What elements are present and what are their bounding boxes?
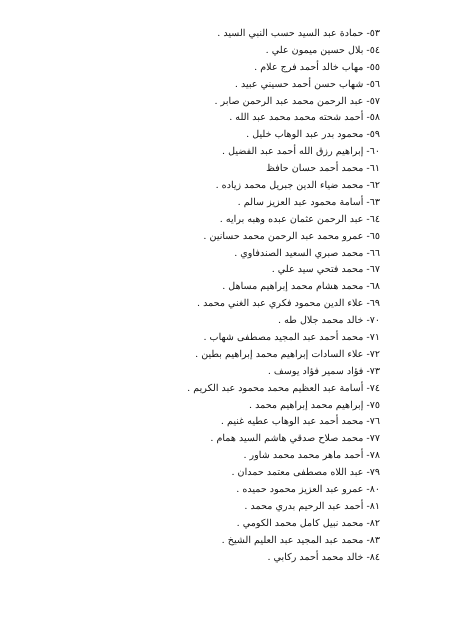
list-item: ٨٢- محمد نبيل كامل محمد الكومي .	[236, 517, 380, 529]
list-item: ٧٢- علاء السادات إبراهيم محمد إبراهيم بطين .	[195, 348, 380, 360]
list-item: ٨٤- خالد محمد أحمد ركابي .	[267, 551, 380, 563]
list-item: ٦٣- أسامة محمود عبد العزيز سالم .	[237, 196, 380, 208]
list-item: ٧١- محمد أحمد عبد المجيد مصطفى شهاب .	[203, 332, 380, 344]
list-item: ٧٧- محمد صلاح صدقي هاشم السيد همام .	[210, 433, 380, 445]
list-item: ٦٥- عمرو محمد عبد الرحمن محمد حسانين .	[203, 230, 380, 242]
list-item: ٦١- محمد أحمد حسان حافظ	[266, 163, 380, 175]
list-item: ٥٩- محمود بدر عبد الوهاب خليل .	[246, 129, 380, 141]
list-item: ٦٤- عبد الرحمن عثمان عبده وهبه برايه .	[219, 213, 380, 225]
names-list	[40, 26, 380, 567]
list-item: ٦٨- محمد هشام محمد إبراهيم مساهل .	[222, 281, 380, 293]
list-item: ٥٤- بلال حسين ميمون علي .	[265, 44, 380, 56]
list-item: ٧٥- إبراهيم محمد إبراهيم محمد .	[249, 399, 380, 411]
list-item: ٥٨- أحمد شحته محمد محمد عبد الله .	[229, 112, 380, 124]
list-item: ٦٠- إبراهيم رزق الله أحمد عبد الفضيل .	[222, 146, 380, 158]
list-item: ٧٤- أسامة عبد العظيم محمد محمود عبد الكريم .	[187, 382, 380, 394]
list-item: ٥٥- مهاب خالد أحمد فرج علام .	[254, 61, 380, 73]
list-item: ٦٧- محمد فتحي سيد علي .	[271, 264, 380, 276]
list-item: ٧٨- أحمد ماهر محمد محمد شاور .	[243, 450, 380, 462]
list-item: ٦٦- محمد صبري السعيد الصندفاوي .	[234, 247, 380, 259]
list-item: ٦٢- محمد ضياء الدين جبريل محمد زياده .	[215, 180, 380, 192]
list-item: ٧٣- فؤاد سمير فؤاد يوسف .	[267, 365, 380, 377]
list-item: ٥٣- حمادة عبد السيد حسب النبي السيد .	[217, 28, 380, 39]
list-item: ٥٧- عبد الرحمن محمد عبد الرحمن صابر .	[214, 95, 380, 107]
list-item: ٧٩- عبد اللاه مصطفى معتمد حمدان .	[231, 467, 380, 479]
list-item: ٧٠- خالد محمد جلال طه .	[278, 315, 380, 327]
list-item: ٨١- أحمد عبد الرحيم بدري محمد .	[244, 500, 380, 512]
list-item: ٧٦- محمد أحمد عبد الوهاب عطيه غنيم .	[220, 416, 380, 428]
list-item: ٨٠- عمرو عبد العزيز محمود حميده .	[236, 484, 380, 496]
list-item: ٦٩- علاء الدين محمود فكري عبد الغني محمد .	[196, 298, 380, 310]
list-item: ٥٦- شهاب حسن أحمد حسيني عبيد .	[234, 78, 380, 90]
list-item: ٨٣- محمد عبد المجيد عبد العليم الشيخ .	[221, 534, 380, 546]
